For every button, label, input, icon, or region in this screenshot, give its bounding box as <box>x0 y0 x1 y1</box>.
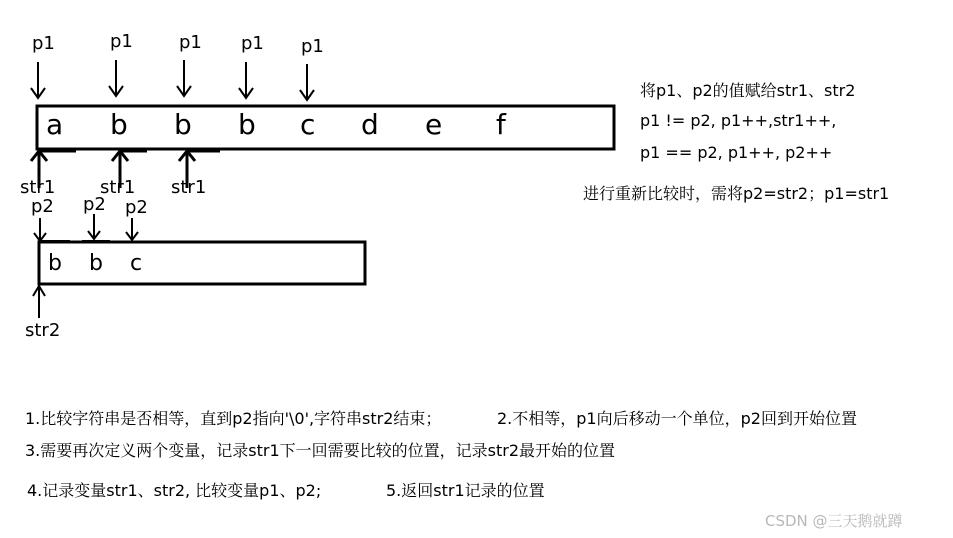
p2-label: p2 <box>31 196 54 217</box>
bottom-string-box <box>39 242 365 284</box>
p2-arrow <box>82 214 110 241</box>
top-string-char: d <box>361 108 379 141</box>
bottom-string-char: b <box>89 251 103 276</box>
p1-arrow <box>239 62 253 98</box>
step-1: 1.比较字符串是否相等，直到p2指向'\0',字符串str2结束； <box>25 409 442 428</box>
str1-label: str1 <box>20 177 56 198</box>
top-string-char: b <box>110 108 128 141</box>
bottom-string-char: c <box>130 251 143 276</box>
p1-label: p1 <box>241 33 264 54</box>
top-string-char: a <box>46 108 64 141</box>
side-note-assign: 将p1、p2的值赋给str1、str2 <box>640 81 856 100</box>
str2-label: str2 <box>25 320 61 341</box>
side-note-equal: p1 == p2, p1++, p2++ <box>640 143 833 162</box>
p2-label: p2 <box>125 197 148 218</box>
p1-arrow <box>177 60 191 96</box>
p1-arrow <box>109 60 123 96</box>
top-string-char: e <box>425 108 443 141</box>
step-3: 3.需要再次定义两个变量，记录str1下一回需要比较的位置，记录str2最开始的位置 <box>25 441 616 460</box>
step-2: 2.不相等，p1向后移动一个单位，p2回到开始位置 <box>497 409 857 428</box>
top-string-char: b <box>174 108 192 141</box>
step-5: 5.返回str1记录的位置 <box>386 481 545 500</box>
p1-label: p1 <box>301 36 324 57</box>
top-string-char: c <box>300 108 316 141</box>
bottom-string-char: b <box>48 251 62 276</box>
p2-arrow <box>124 218 162 242</box>
step-4: 4.记录变量str1、str2, 比较变量p1、p2; <box>27 481 322 500</box>
p2-arrow <box>34 218 70 241</box>
top-string-char: f <box>496 108 506 141</box>
str1-label: str1 <box>100 177 136 198</box>
p1-label: p1 <box>110 31 133 52</box>
watermark: CSDN @三天鹅就蹲 <box>765 512 903 530</box>
p2-label: p2 <box>83 194 106 215</box>
p1-label: p1 <box>179 32 202 53</box>
side-note-not-equal: p1 != p2, p1++,str1++, <box>640 111 837 130</box>
p1-arrow <box>31 62 45 98</box>
side-note-reset: 进行重新比较时，需将p2=str2；p1=str1 <box>583 184 890 203</box>
str2-arrow <box>33 286 45 318</box>
str1-label: str1 <box>171 177 207 198</box>
p1-label: p1 <box>32 33 55 54</box>
top-string-char: b <box>238 108 256 141</box>
p1-arrow <box>300 64 314 100</box>
